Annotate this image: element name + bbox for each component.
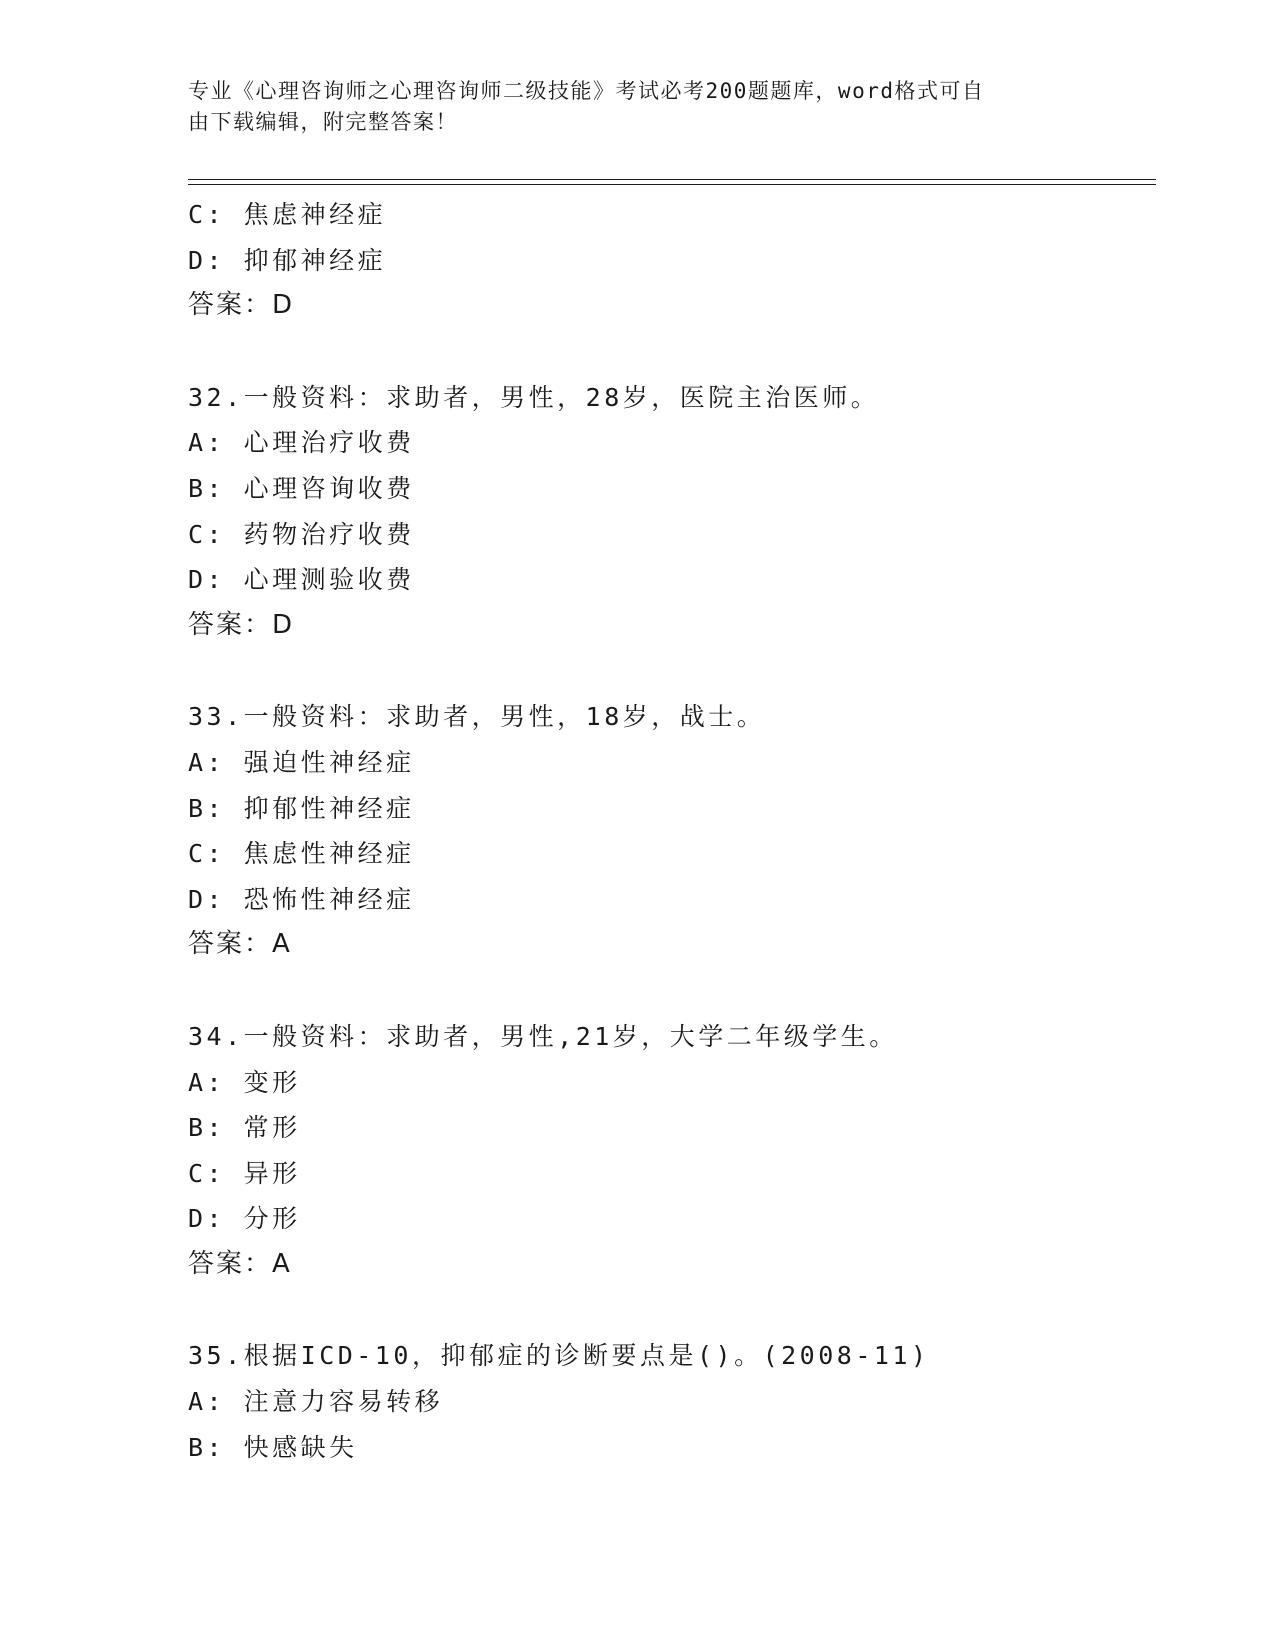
question-list: [188, 192, 1148, 1470]
question-32: [188, 375, 1148, 649]
option-d: D: 心理测验收费: [188, 565, 415, 595]
question-35: [188, 1333, 1148, 1470]
option-c: C: 焦虑神经症: [188, 200, 387, 229]
answer-label: 答案：A: [188, 1248, 292, 1279]
spacer: [188, 1287, 1148, 1333]
spacer: [188, 648, 1148, 694]
question-stem: 35.根据ICD-10，抑郁症的诊断要点是()。(2008-11): [188, 1341, 930, 1371]
option-a: A: 变形: [188, 1067, 301, 1097]
option-a: A: 注意力容易转移: [188, 1387, 444, 1417]
option-d: D: 分形: [188, 1204, 301, 1234]
option-b: B: 抑郁性神经症: [188, 793, 415, 823]
option-b: B: 快感缺失: [188, 1432, 358, 1462]
header-line-2: 由下载编辑，附完整答案！: [188, 110, 458, 134]
option-a: A: 强迫性神经症: [188, 747, 415, 777]
header-line-1: 专业《心理咨询师之心理咨询师二级技能》考试必考200题题库，word格式可自: [188, 79, 985, 103]
option-b: B: 心理咨询收费: [188, 473, 415, 503]
option-c: C: 焦虑性神经症: [188, 839, 415, 869]
answer-label: 答案：D: [188, 290, 295, 321]
spacer: [188, 329, 1148, 375]
question-31-continued: [188, 192, 1148, 329]
answer-label: 答案：D: [188, 609, 295, 640]
question-34: [188, 1014, 1148, 1288]
option-a: A: 心理治疗收费: [188, 428, 415, 458]
question-stem: 33.一般资料：求助者，男性，18岁，战士。: [188, 702, 766, 732]
option-c: C: 异形: [188, 1158, 301, 1188]
question-stem: 32.一般资料：求助者，男性，28岁，医院主治医师。: [188, 382, 880, 412]
option-d: D: 抑郁神经症: [188, 245, 387, 275]
question-stem: 34.一般资料：求助者，男性,21岁，大学二年级学生。: [188, 1021, 898, 1051]
spacer: [188, 968, 1148, 1014]
option-b: B: 常形: [188, 1113, 301, 1143]
answer-label: 答案：A: [188, 929, 292, 960]
header-divider-top: [188, 179, 1156, 180]
question-33: [188, 694, 1148, 968]
document-header: [188, 76, 1068, 138]
header-divider-bottom: [188, 184, 1156, 185]
option-d: D: 恐怖性神经症: [188, 884, 415, 914]
option-c: C: 药物治疗收费: [188, 519, 415, 549]
